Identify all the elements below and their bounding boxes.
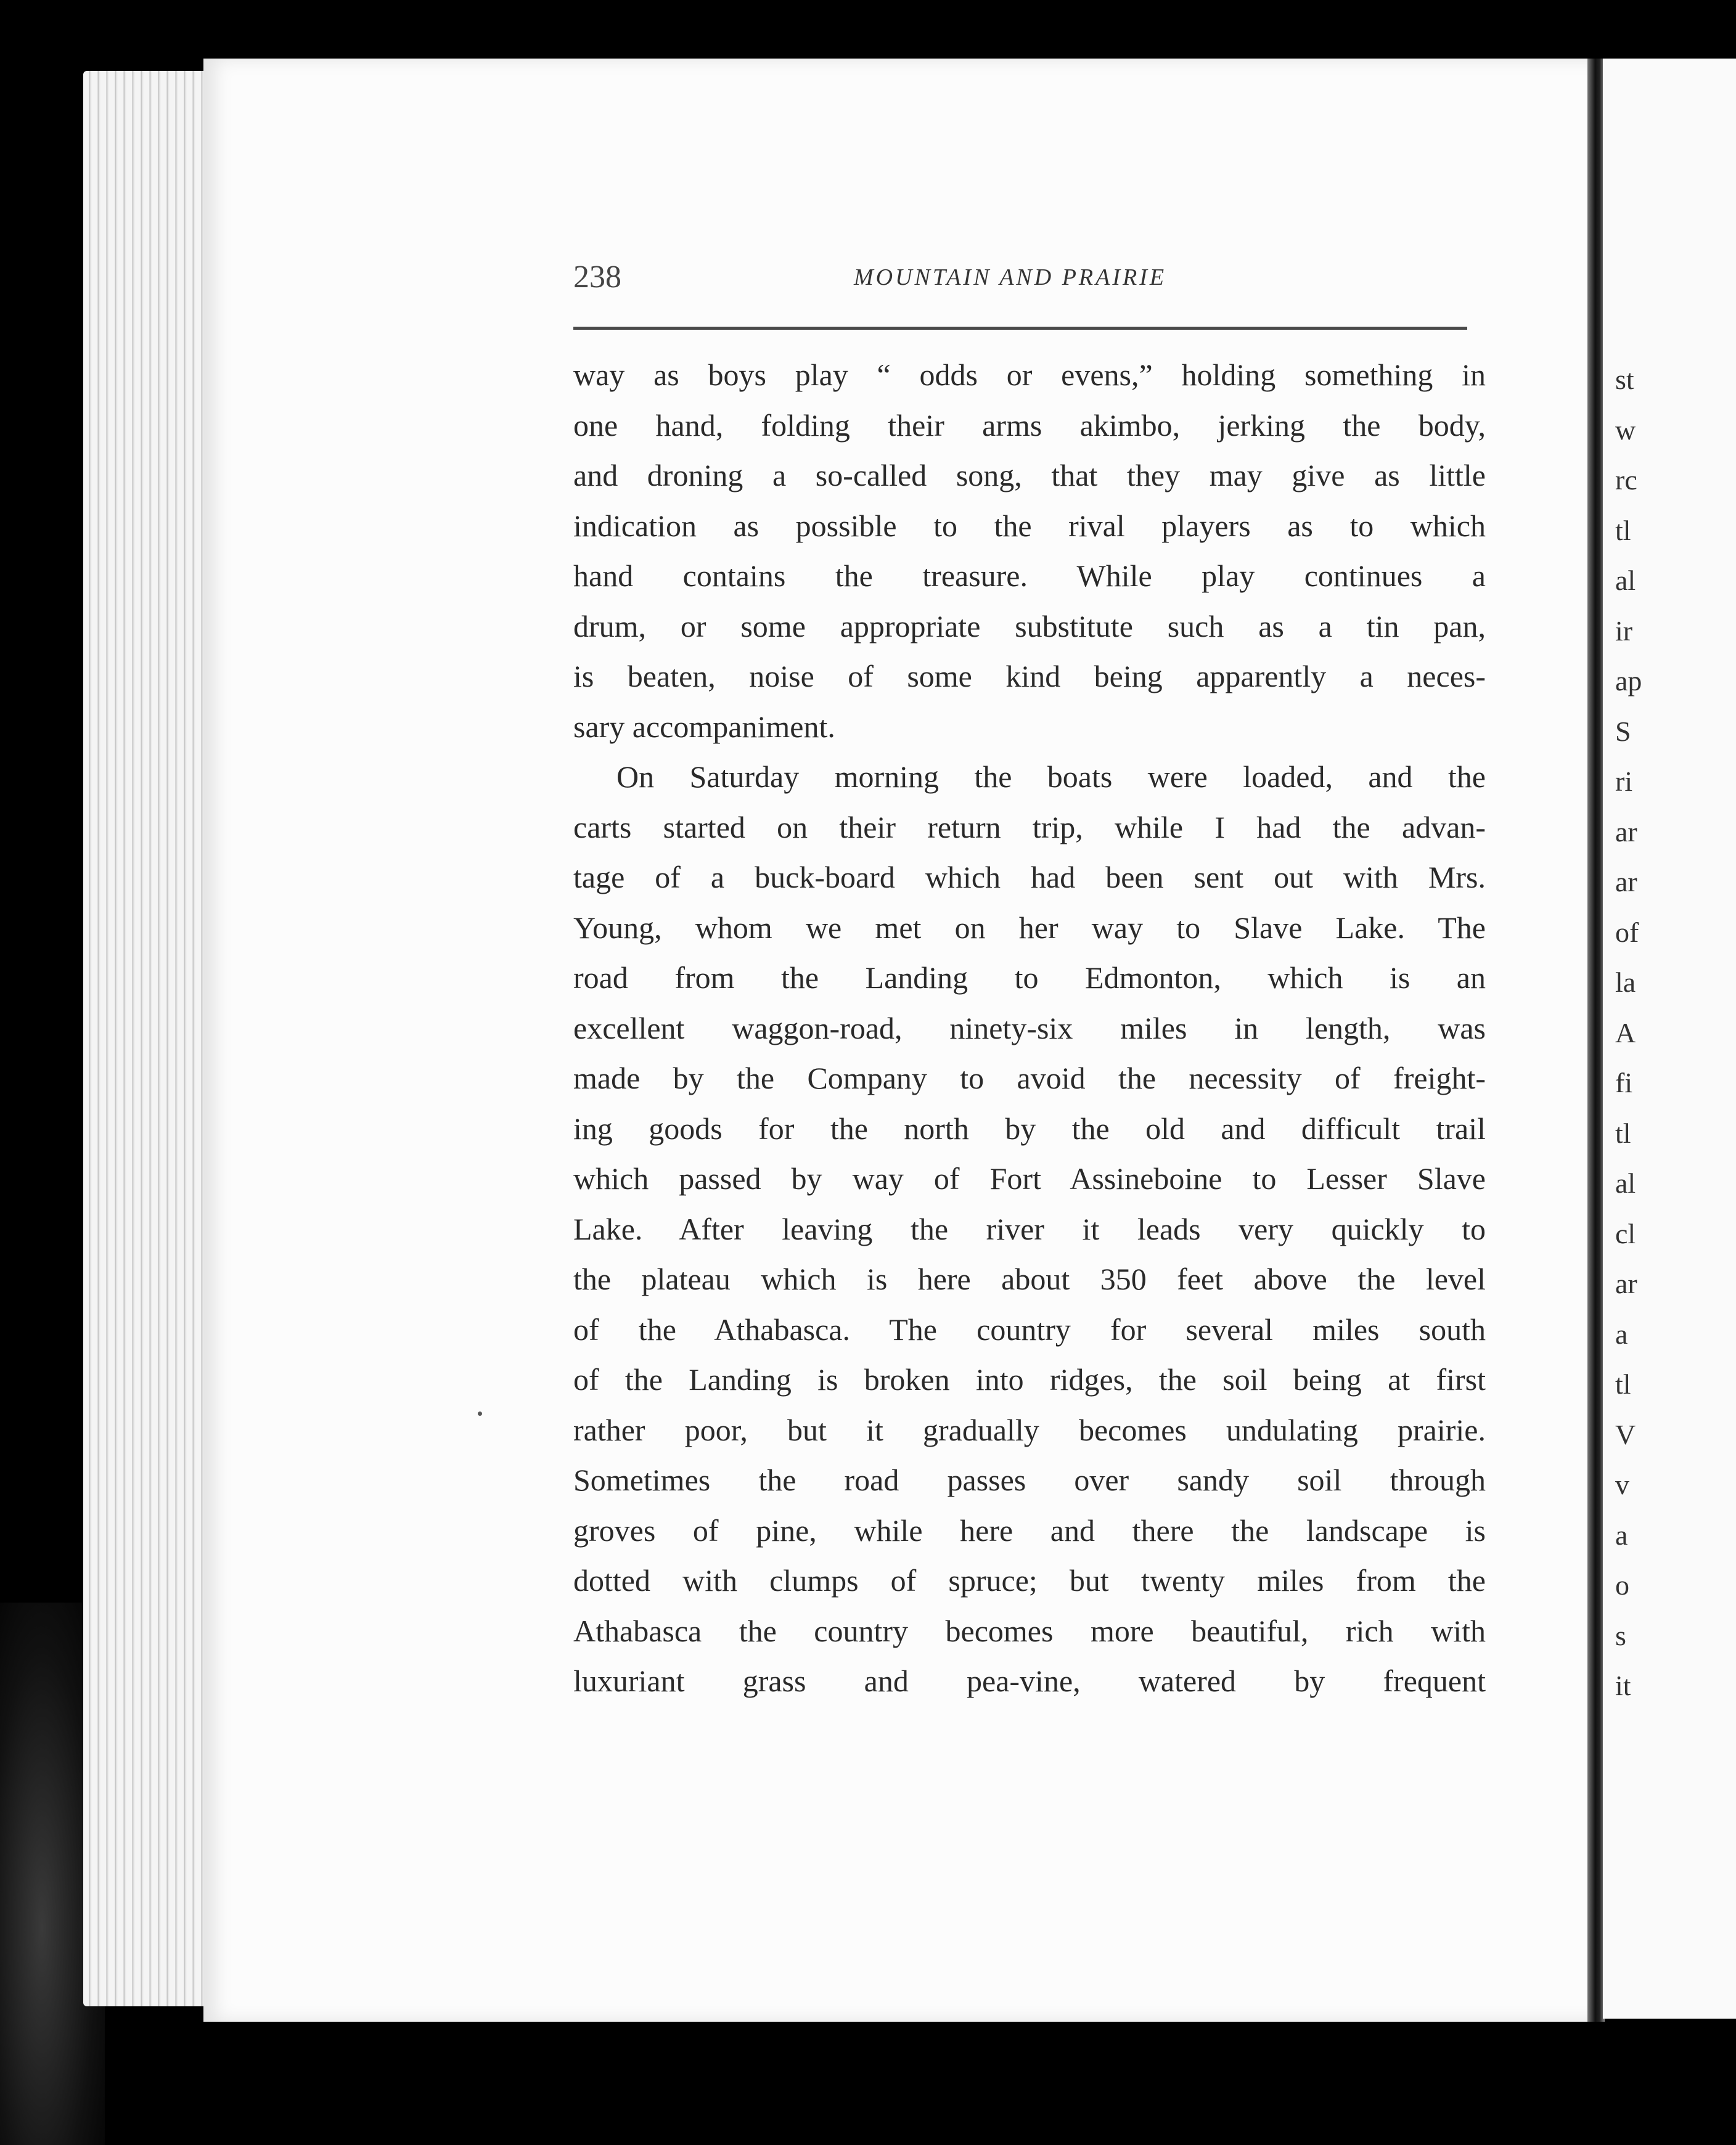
facing-text-fragment: cl — [1615, 1217, 1636, 1249]
facing-text-fragment: o — [1615, 1569, 1629, 1601]
running-head — [573, 259, 1467, 308]
facing-text-fragment: rc — [1615, 464, 1637, 496]
text-line: carts started on their return trip, while I had the advan- — [573, 809, 1486, 844]
facing-page-text-fragments — [1615, 354, 1732, 1711]
text-line: Lake. After leaving the river it leads very quickly to — [573, 1211, 1486, 1246]
facing-text-fragment: st — [1615, 364, 1634, 395]
facing-text-fragment: tl — [1615, 514, 1631, 546]
text-line: road from the Landing to Edmonton, which is an — [573, 960, 1486, 995]
text-line: Athabasca the country becomes more beautiful, rich with — [573, 1613, 1486, 1648]
facing-text-fragment: ap — [1615, 665, 1642, 697]
facing-text-fragment: ar — [1615, 866, 1637, 897]
text-line: tage of a buck-board which had been sent out with Mrs. — [573, 860, 1486, 894]
facing-text-fragment: ar — [1615, 815, 1637, 848]
text-line: of the Athabasca. The country for several miles south — [573, 1312, 1486, 1347]
text-line: made by the Company to avoid the necessity of freight- — [573, 1061, 1486, 1095]
facing-text-fragment: tl — [1615, 1368, 1631, 1400]
stray-ink-mark — [478, 1412, 482, 1416]
body-text — [573, 350, 1486, 1707]
facing-text-fragment: it — [1615, 1670, 1631, 1701]
facing-text-fragment: a — [1615, 1318, 1628, 1350]
text-line: On Saturday morning the boats were loaded, and the — [616, 759, 1486, 794]
page-number: 238 — [573, 259, 621, 295]
facing-text-fragment: V — [1615, 1418, 1636, 1450]
text-line: hand contains the treasure. While play continues a — [573, 558, 1486, 593]
text-line: ing goods for the north by the old and difficult trail — [573, 1111, 1486, 1146]
text-line: drum, or some appropriate substitute such as a tin pan, — [573, 608, 1486, 644]
book-gutter — [1587, 59, 1605, 2022]
text-line: the plateau which is here about 350 feet above the level — [573, 1262, 1486, 1296]
facing-text-fragment: w — [1615, 414, 1636, 446]
facing-text-fragment: A — [1615, 1016, 1636, 1048]
text-line: excellent waggon-road, ninety-six miles in length, was — [573, 1010, 1486, 1045]
text-line: luxuriant grass and pea-vine, watered by frequent — [573, 1664, 1486, 1698]
text-line: and droning a so-called song, that they may give as little — [573, 458, 1486, 492]
text-line: of the Landing is broken into ridges, the soil being at first — [573, 1362, 1486, 1397]
text-line: groves of pine, while here and there the landscape is — [573, 1513, 1486, 1548]
text-line: way as boys play “ odds or evens,” holding something in — [573, 358, 1486, 392]
facing-text-fragment: of — [1615, 916, 1639, 948]
facing-text-fragment: v — [1615, 1469, 1629, 1500]
text-line: dotted with clumps of spruce; but twenty miles from the — [573, 1563, 1486, 1598]
facing-text-fragment: ar — [1615, 1268, 1637, 1299]
facing-text-fragment: a — [1615, 1519, 1628, 1551]
facing-text-fragment: tl — [1615, 1117, 1631, 1149]
running-title: MOUNTAIN AND PRAIRIE — [854, 264, 1167, 290]
text-line: Sometimes the road passes over sandy soil through — [573, 1463, 1486, 1497]
facing-text-fragment: la — [1615, 966, 1636, 998]
facing-text-fragment: s — [1615, 1619, 1626, 1651]
text-line: is beaten, noise of some kind being apparently a neces- — [573, 659, 1486, 693]
facing-text-fragment: al — [1615, 565, 1636, 596]
text-line: indication as possible to the rival players as to which — [573, 508, 1486, 543]
facing-text-fragment: fi — [1615, 1067, 1633, 1098]
facing-text-fragment: ir — [1615, 615, 1633, 647]
facing-text-fragment: S — [1615, 715, 1631, 747]
text-line: rather poor, but it gradually becomes undulating prairie. — [573, 1412, 1486, 1447]
facing-text-fragment: ri — [1615, 766, 1633, 797]
text-line: which passed by way of Fort Assineboine to Lesser Slave — [573, 1161, 1486, 1196]
text-line: Young, whom we met on her way to Slave Lake. The — [573, 910, 1486, 945]
header-rule — [573, 327, 1467, 330]
facing-text-fragment: al — [1615, 1167, 1636, 1199]
text-line: sary accompaniment. — [573, 709, 835, 744]
text-line: one hand, folding their arms akimbo, jerking the body, — [573, 407, 1486, 443]
